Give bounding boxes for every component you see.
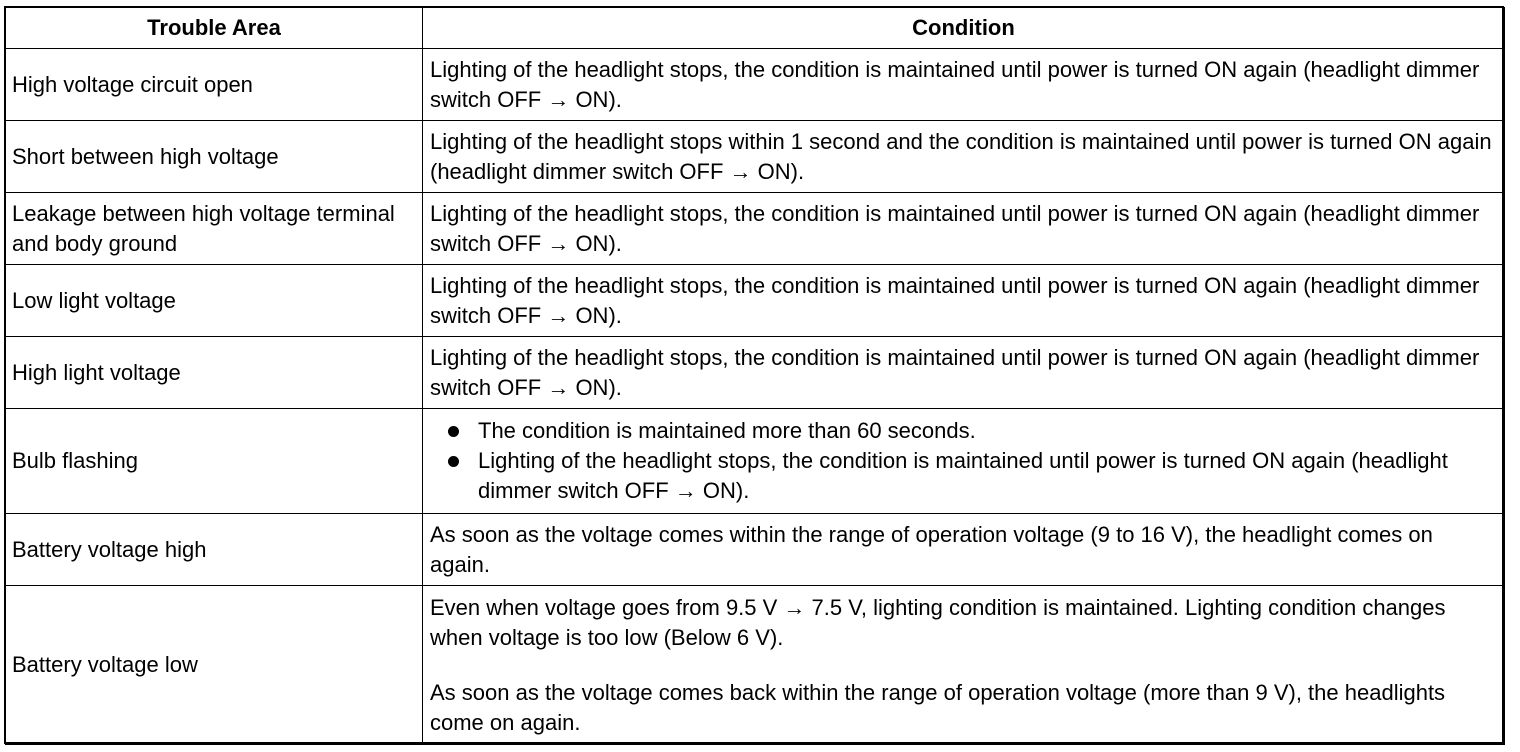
trouble-area-cell: High light voltage: [6, 337, 423, 409]
trouble-area-cell: Battery voltage high: [6, 514, 423, 586]
table-row: [6, 586, 1505, 745]
bullet-item: The condition is maintained more than 60 seconds.: [478, 416, 1497, 446]
table-row: [6, 193, 1505, 265]
condition-cell: Lighting of the headlight stops, the condition is maintained until power is turned ON again (headlight dimmer switch OFF → ON).: [423, 193, 1505, 265]
condition-cell: Lighting of the headlight stops, the condition is maintained until power is turned ON again (headlight dimmer switch OFF → ON).: [423, 265, 1505, 337]
condition-cell: Lighting of the headlight stops, the condition is maintained until power is turned ON again (headlight dimmer switch OFF → ON).: [423, 337, 1505, 409]
trouble-area-cell: Bulb flashing: [6, 409, 423, 514]
condition-cell: Lighting of the headlight stops, the condition is maintained until power is turned ON again (headlight dimmer switch OFF → ON).: [423, 49, 1505, 121]
trouble-condition-table: [5, 7, 1505, 745]
condition-paragraph: Even when voltage goes from 9.5 V → 7.5 V, lighting condition is maintained. Lighting condition changes when voltage is too low (Below 6 V).: [430, 594, 1446, 650]
trouble-area-cell: Battery voltage low: [6, 586, 423, 745]
table-row: [6, 121, 1505, 193]
table-row: [6, 49, 1505, 121]
table-row: [6, 265, 1505, 337]
condition-paragraph: As soon as the voltage comes back within the range of operation voltage (more than 9 V), the headlights come on again.: [430, 679, 1446, 735]
condition-cell: As soon as the voltage comes within the range of operation voltage (9 to 16 V), the headlight comes on again.: [423, 514, 1505, 586]
table-header-row: [6, 8, 1505, 49]
condition-cell: Lighting of the headlight stops within 1 second and the condition is maintained until power is turned ON again (headlight dimmer switch OFF → ON).: [423, 121, 1505, 193]
condition-bullet-list: [430, 416, 1497, 506]
bullet-item: Lighting of the headlight stops, the condition is maintained until power is turned ON again (headlight dimmer switch OFF → ON).: [478, 446, 1497, 506]
trouble-area-cell: Low light voltage: [6, 265, 423, 337]
table-row: [6, 337, 1505, 409]
condition-cell: [423, 409, 1505, 514]
trouble-area-cell: Short between high voltage: [6, 121, 423, 193]
table-row: [6, 409, 1505, 514]
header-condition: Condition: [423, 8, 1505, 49]
table-row: [6, 514, 1505, 586]
header-trouble-area: Trouble Area: [6, 8, 423, 49]
trouble-area-cell: Leakage between high voltage terminal and body ground: [6, 193, 423, 265]
trouble-area-cell: High voltage circuit open: [6, 49, 423, 121]
condition-cell: [423, 586, 1505, 745]
